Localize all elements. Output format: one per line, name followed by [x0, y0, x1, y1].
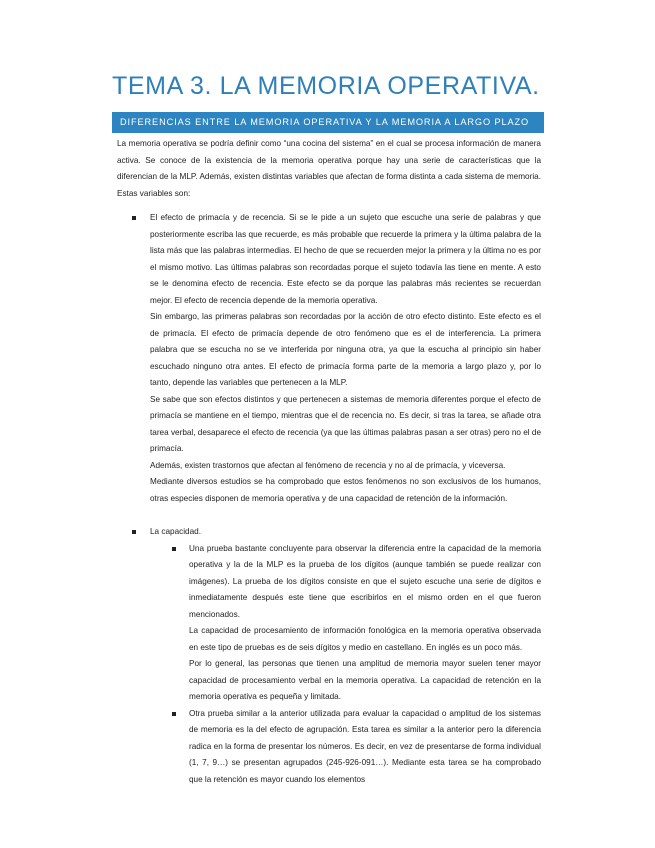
paragraph: Otra prueba similar a la anterior utilizada para evaluar la capacidad o amplitud de los sistemas de memoria es la del efecto de agrupación. Esta tarea es similar a la anterior pero la diferencia radica en la forma de presentar los números. Es decir, en vez de presentarse de forma individual (1, 7, 9…) se presentan agrupados (245-926-091…). Mediante esta tarea se ha comprobado que la retención es mayor cuando los elementos — [189, 708, 541, 784]
paragraph: Además, existen trastornos que afectan al fenómeno de recencia y no al de primacía, y viceversa. — [150, 460, 506, 470]
paragraph: Una prueba bastante concluyente para observar la diferencia entre la capacidad de la memoria operativa y la de la MLP es la prueba de los dígitos (aunque también se puede realizar con imágenes). La prueba de los dígitos consiste en que el sujeto escuche una serie de dígitos e inmediatamente después este tiene que escribirlos en el mismo orden en el que fueron mencionados. — [189, 543, 541, 619]
list-item-primacy-recency — [150, 210, 541, 507]
square-bullet-icon — [172, 712, 176, 716]
paragraph: La capacidad de procesamiento de información fonológica en la memoria operativa observada en este tipo de pruebas es de seis dígitos y medio en castellano. En inglés es un poco más. — [189, 626, 541, 652]
document-body — [117, 136, 541, 788]
intro-paragraph: La memoria operativa se podría definir como “una cocina del sistema” en el cual se procesa información de manera activa. Se conoce de la existencia de la memoria operativa porque hay una serie de características que la diferencian de la MLP. Además, existen distintas variables que afectan de forma distinta a cada sistema de memoria. Estas variables son: — [117, 139, 541, 198]
paragraph: El efecto de primacía y de recencia. Si se le pide a un sujeto que escuche una serie de palabras y que posteriormente escriba las que recuerde, es más probable que recuerde la primera y la última palabra de la lista más que las palabras intermedias. El hecho de que se recuerden mejor la primera y la última no es por el mismo motivo. Las últimas palabras son recordadas porque el sujeto todavía las tiene en mente. A esto se le denomina efecto de recencia. Este efecto se da porque las palabras más recientes se recuerdan mejor. El efecto de recencia depende de la memoria operativa. — [150, 213, 541, 305]
paragraph: Por lo general, las personas que tienen una amplitud de memoria mayor suelen tener mayor capacidad de procesamiento verbal en la memoria operativa. La capacidad de retención en la memoria operativa es pequeña y limitada. — [189, 659, 541, 701]
square-bullet-icon — [172, 547, 176, 551]
square-bullet-icon — [132, 216, 136, 220]
square-bullet-icon — [132, 530, 136, 534]
sub-list-item-grouping-effect — [189, 706, 541, 789]
section-heading: DIFERENCIAS ENTRE LA MEMORIA OPERATIVA Y LA MEMORIA A LARGO PLAZO — [112, 112, 544, 133]
spacer — [117, 507, 541, 524]
sub-list-item-digit-test — [189, 541, 541, 706]
page-title: TEMA 3. LA MEMORIA OPERATIVA. — [112, 72, 540, 100]
spacer — [117, 202, 541, 210]
list-item-label: La capacidad. — [150, 527, 201, 536]
paragraph: Mediante diversos estudios se ha comprobado que estos fenómenos no son exclusivos de los humanos, otras especies disponen de memoria operativa y de una capacidad de retención de la información. — [150, 477, 541, 503]
variables-list — [117, 210, 541, 788]
paragraph: Sin embargo, las primeras palabras son recordadas por la acción de otro efecto distinto. Este efecto es el de primacía. El efecto de primacía depende de otro fenómeno que es el de interferencia. La primera palabra que se escucha no se ve interferida por ninguna otra, ya que la escucha al principio sin haber escuchado ninguno otra antes. El efecto de primacía forma parte de la memoria a largo plazo y, por lo tanto, depende las variables que pertenecen a la MLP. — [150, 312, 541, 387]
paragraph: Se sabe que son efectos distintos y que pertenecen a sistemas de memoria diferentes porque el efecto de primacía se mantiene en el tiempo, mientras que el de recencia no. Es decir, si tras la tarea, se añade otra tarea verbal, desaparece el efecto de recencia (ya que las últimas palabras pasan a ser otras) pero no el de primacía. — [150, 394, 541, 453]
list-item-capacity — [150, 524, 541, 541]
